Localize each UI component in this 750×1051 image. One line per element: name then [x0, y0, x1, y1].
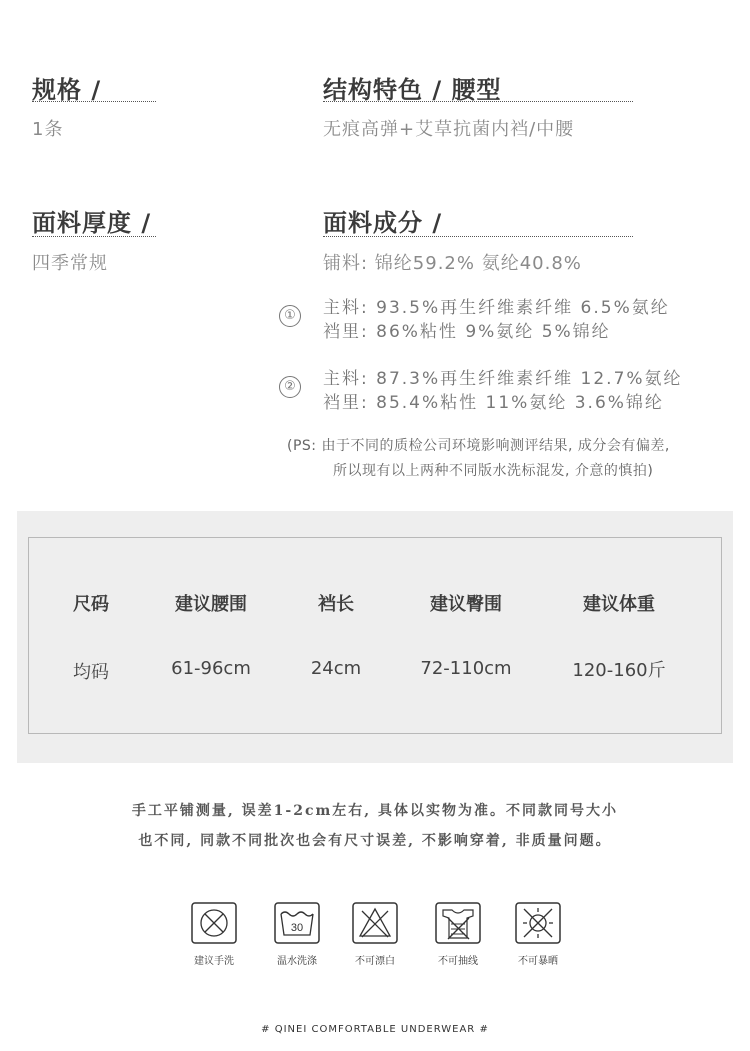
brand-footer: # QINEI COMFORTABLE UNDERWEAR # [261, 1024, 489, 1035]
variant-main-fabric: 主料: 87.3%再生纤维素纤维 12.7%氨纶 [323, 369, 683, 389]
variant-main-fabric: 主料: 93.5%再生纤维素纤维 6.5%氨纶 [323, 298, 670, 318]
hand-wash-icon [191, 902, 237, 944]
size-table [28, 537, 722, 734]
spec-value-thickness: 四季常规 [32, 253, 108, 274]
care-label: 不可抽线 [438, 956, 478, 967]
no-sun-dry-icon [515, 902, 561, 944]
spec-value-structure: 无痕高弹+艾草抗菌内裆/中腰 [323, 119, 575, 140]
care-item-warm-wash [252, 902, 342, 967]
variant-crotch-fabric: 裆里: 85.4%粘性 11%氨纶 3.6%锦纶 [323, 393, 664, 413]
care-label: 建议手洗 [194, 956, 234, 967]
size-header: 尺码 [73, 594, 109, 615]
ps-note-line2: 所以现有以上两种不同版水洗标混发, 介意的慎拍) [333, 463, 654, 479]
weight-value: 120-160斤 [572, 660, 666, 681]
rise-header: 裆长 [318, 594, 354, 615]
care-label: 不可漂白 [355, 956, 395, 967]
spec-title-structure: 结构特色 / 腰型 [323, 76, 502, 104]
wash-temperature: 30 [290, 922, 304, 934]
spec-value-guige: 1条 [32, 119, 64, 140]
measure-note-line1: 手工平铺测量, 误差1-2cm左右, 具体以实物为准。不同款同号大小 [131, 803, 619, 819]
rise-value: 24cm [310, 658, 362, 679]
no-pull-thread-icon [435, 902, 481, 944]
divider [32, 236, 156, 237]
hip-header: 建议臀围 [430, 594, 502, 615]
care-label: 不可暴晒 [518, 956, 558, 967]
care-label: 温水洗涤 [277, 956, 317, 967]
divider [32, 101, 156, 102]
spec-value-composition: 铺料: 锦纶59.2% 氨纶40.8% [323, 253, 582, 274]
variant-marker: ② [279, 376, 301, 398]
spec-title-guige: 规格 / [32, 76, 102, 104]
spec-title-composition: 面料成分 / [323, 209, 443, 237]
variant-crotch-fabric: 裆里: 86%粘性 9%氨纶 5%锦纶 [323, 322, 611, 342]
divider [323, 101, 633, 102]
spec-title-thickness: 面料厚度 / [32, 209, 152, 237]
hip-value: 72-110cm [420, 658, 512, 679]
divider [323, 236, 633, 237]
weight-header: 建议体重 [583, 594, 655, 615]
measure-note-line2: 也不同, 同款不同批次也会有尺寸误差, 不影响穿着, 非质量问题。 [138, 833, 612, 849]
care-item-no-pull-thread [413, 902, 503, 967]
care-item-no-sun-dry [493, 902, 583, 967]
no-bleach-icon [352, 902, 398, 944]
waist-value: 61-96cm [171, 658, 251, 679]
waist-header: 建议腰围 [175, 594, 247, 615]
ps-note-line1: (PS: 由于不同的质检公司环境影响测评结果, 成分会有偏差, [287, 438, 670, 454]
care-item-no-bleach [330, 902, 420, 967]
warm-wash-30-icon [274, 902, 320, 944]
care-item-hand-wash [169, 902, 259, 967]
variant-marker: ① [279, 305, 301, 327]
size-value: 均码 [73, 662, 109, 683]
